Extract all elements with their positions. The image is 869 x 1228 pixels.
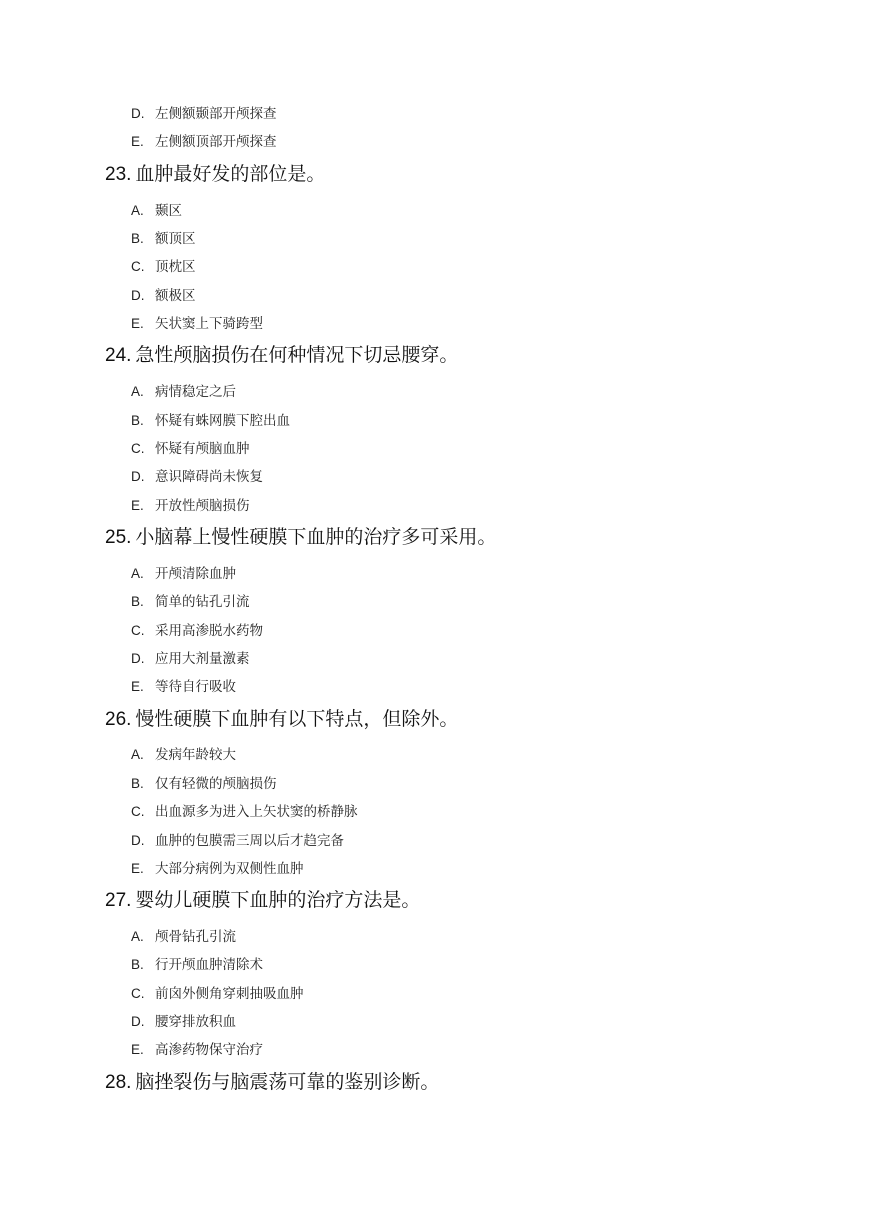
option-text: 病情稳定之后	[155, 384, 236, 400]
option-23-e	[131, 315, 263, 333]
option-24-b	[131, 412, 290, 430]
option-26-b	[131, 775, 277, 793]
option-letter: A.	[131, 929, 144, 944]
option-text: 颅骨钻孔引流	[155, 929, 236, 945]
option-24-c	[131, 440, 250, 458]
option-letter: A.	[131, 203, 144, 218]
option-text: 开放性颅脑损伤	[155, 498, 250, 514]
option-text: 行开颅血肿清除术	[155, 957, 263, 973]
option-text: 大部分病例为双侧性血肿	[155, 861, 304, 877]
question-number: 25.	[105, 527, 132, 548]
option-letter: E.	[131, 316, 144, 331]
option-25-b	[131, 593, 250, 611]
option-letter: D.	[131, 288, 145, 303]
option-letter: C.	[131, 441, 145, 456]
option-letter: B.	[131, 594, 144, 609]
option-letter: C.	[131, 259, 145, 274]
option-letter: A.	[131, 566, 144, 581]
option-text: 意识障碍尚未恢复	[155, 469, 263, 485]
option-27-a	[131, 928, 236, 946]
option-text: 简单的钻孔引流	[155, 594, 250, 610]
question-number: 27.	[105, 890, 132, 911]
option-text: 颞区	[155, 203, 182, 219]
option-25-d	[131, 650, 250, 668]
option-text: 前囟外侧角穿刺抽吸血肿	[155, 986, 304, 1002]
option-text: 应用大剂量激素	[155, 651, 250, 667]
option-text: 采用高渗脱水药物	[155, 623, 263, 639]
option-25-e	[131, 678, 236, 696]
option-25-a	[131, 565, 236, 583]
question-text: 血肿最好发的部位是。	[135, 163, 326, 185]
option-letter: E.	[131, 679, 144, 694]
option-letter: C.	[131, 804, 145, 819]
option-text: 仅有轻微的颅脑损伤	[155, 776, 277, 792]
option-letter: B.	[131, 231, 144, 246]
option-text: 额顶区	[155, 231, 196, 247]
option-text: 额极区	[155, 288, 196, 304]
option-text: 高渗药物保守治疗	[155, 1042, 263, 1058]
option-26-d	[131, 832, 344, 850]
option-letter: E.	[131, 1042, 144, 1057]
question-text: 婴幼儿硬膜下血肿的治疗方法是。	[135, 889, 421, 911]
option-letter: E.	[131, 498, 144, 513]
option-text: 腰穿排放积血	[155, 1014, 236, 1030]
option-26-c	[131, 803, 358, 821]
option-letter: D.	[131, 469, 145, 484]
option-letter: C.	[131, 986, 145, 1001]
option-text: 发病年龄较大	[155, 747, 236, 763]
option-letter: E.	[131, 134, 144, 149]
question-23	[105, 161, 325, 188]
question-27	[105, 887, 420, 914]
option-letter: B.	[131, 957, 144, 972]
option-letter: C.	[131, 623, 145, 638]
option-26-a	[131, 746, 236, 764]
option-text: 左侧额顶部开颅探查	[155, 134, 277, 150]
option-letter: B.	[131, 413, 144, 428]
option-letter: E.	[131, 861, 144, 876]
option-25-c	[131, 622, 263, 640]
question-number: 28.	[105, 1072, 132, 1093]
option-text: 矢状窦上下骑跨型	[155, 316, 263, 332]
option-letter: D.	[131, 651, 145, 666]
question-number: 24.	[105, 345, 132, 366]
option-27-b	[131, 956, 263, 974]
option-text: 怀疑有颅脑血肿	[155, 441, 250, 457]
option-23-a	[131, 202, 182, 220]
question-text: 慢性硬膜下血肿有以下特点，但除外。	[135, 708, 459, 730]
option-26-e	[131, 860, 304, 878]
option-text: 等待自行吸收	[155, 679, 236, 695]
option-text: 血肿的包膜需三周以后才趋完备	[155, 833, 344, 849]
option-23-b	[131, 230, 196, 248]
option-23-c	[131, 258, 196, 276]
option-letter: B.	[131, 776, 144, 791]
option-27-e	[131, 1041, 263, 1059]
option-letter: D.	[131, 106, 145, 121]
option-text: 开颅清除血肿	[155, 566, 236, 582]
option-23-d	[131, 287, 196, 305]
option-letter: A.	[131, 384, 144, 399]
option-letter: D.	[131, 1014, 145, 1029]
option-22-e	[131, 133, 277, 151]
question-24	[105, 342, 458, 369]
question-text: 小脑幕上慢性硬膜下血肿的治疗多可采用。	[135, 526, 497, 548]
question-26	[105, 706, 458, 733]
option-text: 顶枕区	[155, 259, 196, 275]
question-text: 急性颅脑损伤在何种情况下切忌腰穿。	[135, 344, 459, 366]
option-24-d	[131, 468, 263, 486]
option-27-d	[131, 1013, 236, 1031]
option-text: 怀疑有蛛网膜下腔出血	[155, 413, 290, 429]
question-number: 26.	[105, 709, 132, 730]
option-24-a	[131, 383, 236, 401]
question-text: 脑挫裂伤与脑震荡可靠的鉴别诊断。	[135, 1071, 440, 1093]
option-text: 出血源多为进入上矢状窦的桥静脉	[155, 804, 358, 820]
option-letter: D.	[131, 833, 145, 848]
question-28	[105, 1069, 439, 1096]
option-22-d	[131, 105, 277, 123]
option-letter: A.	[131, 747, 144, 762]
option-27-c	[131, 985, 304, 1003]
option-text: 左侧额颞部开颅探查	[155, 106, 277, 122]
question-25	[105, 524, 496, 551]
option-24-e	[131, 497, 250, 515]
question-number: 23.	[105, 164, 132, 185]
